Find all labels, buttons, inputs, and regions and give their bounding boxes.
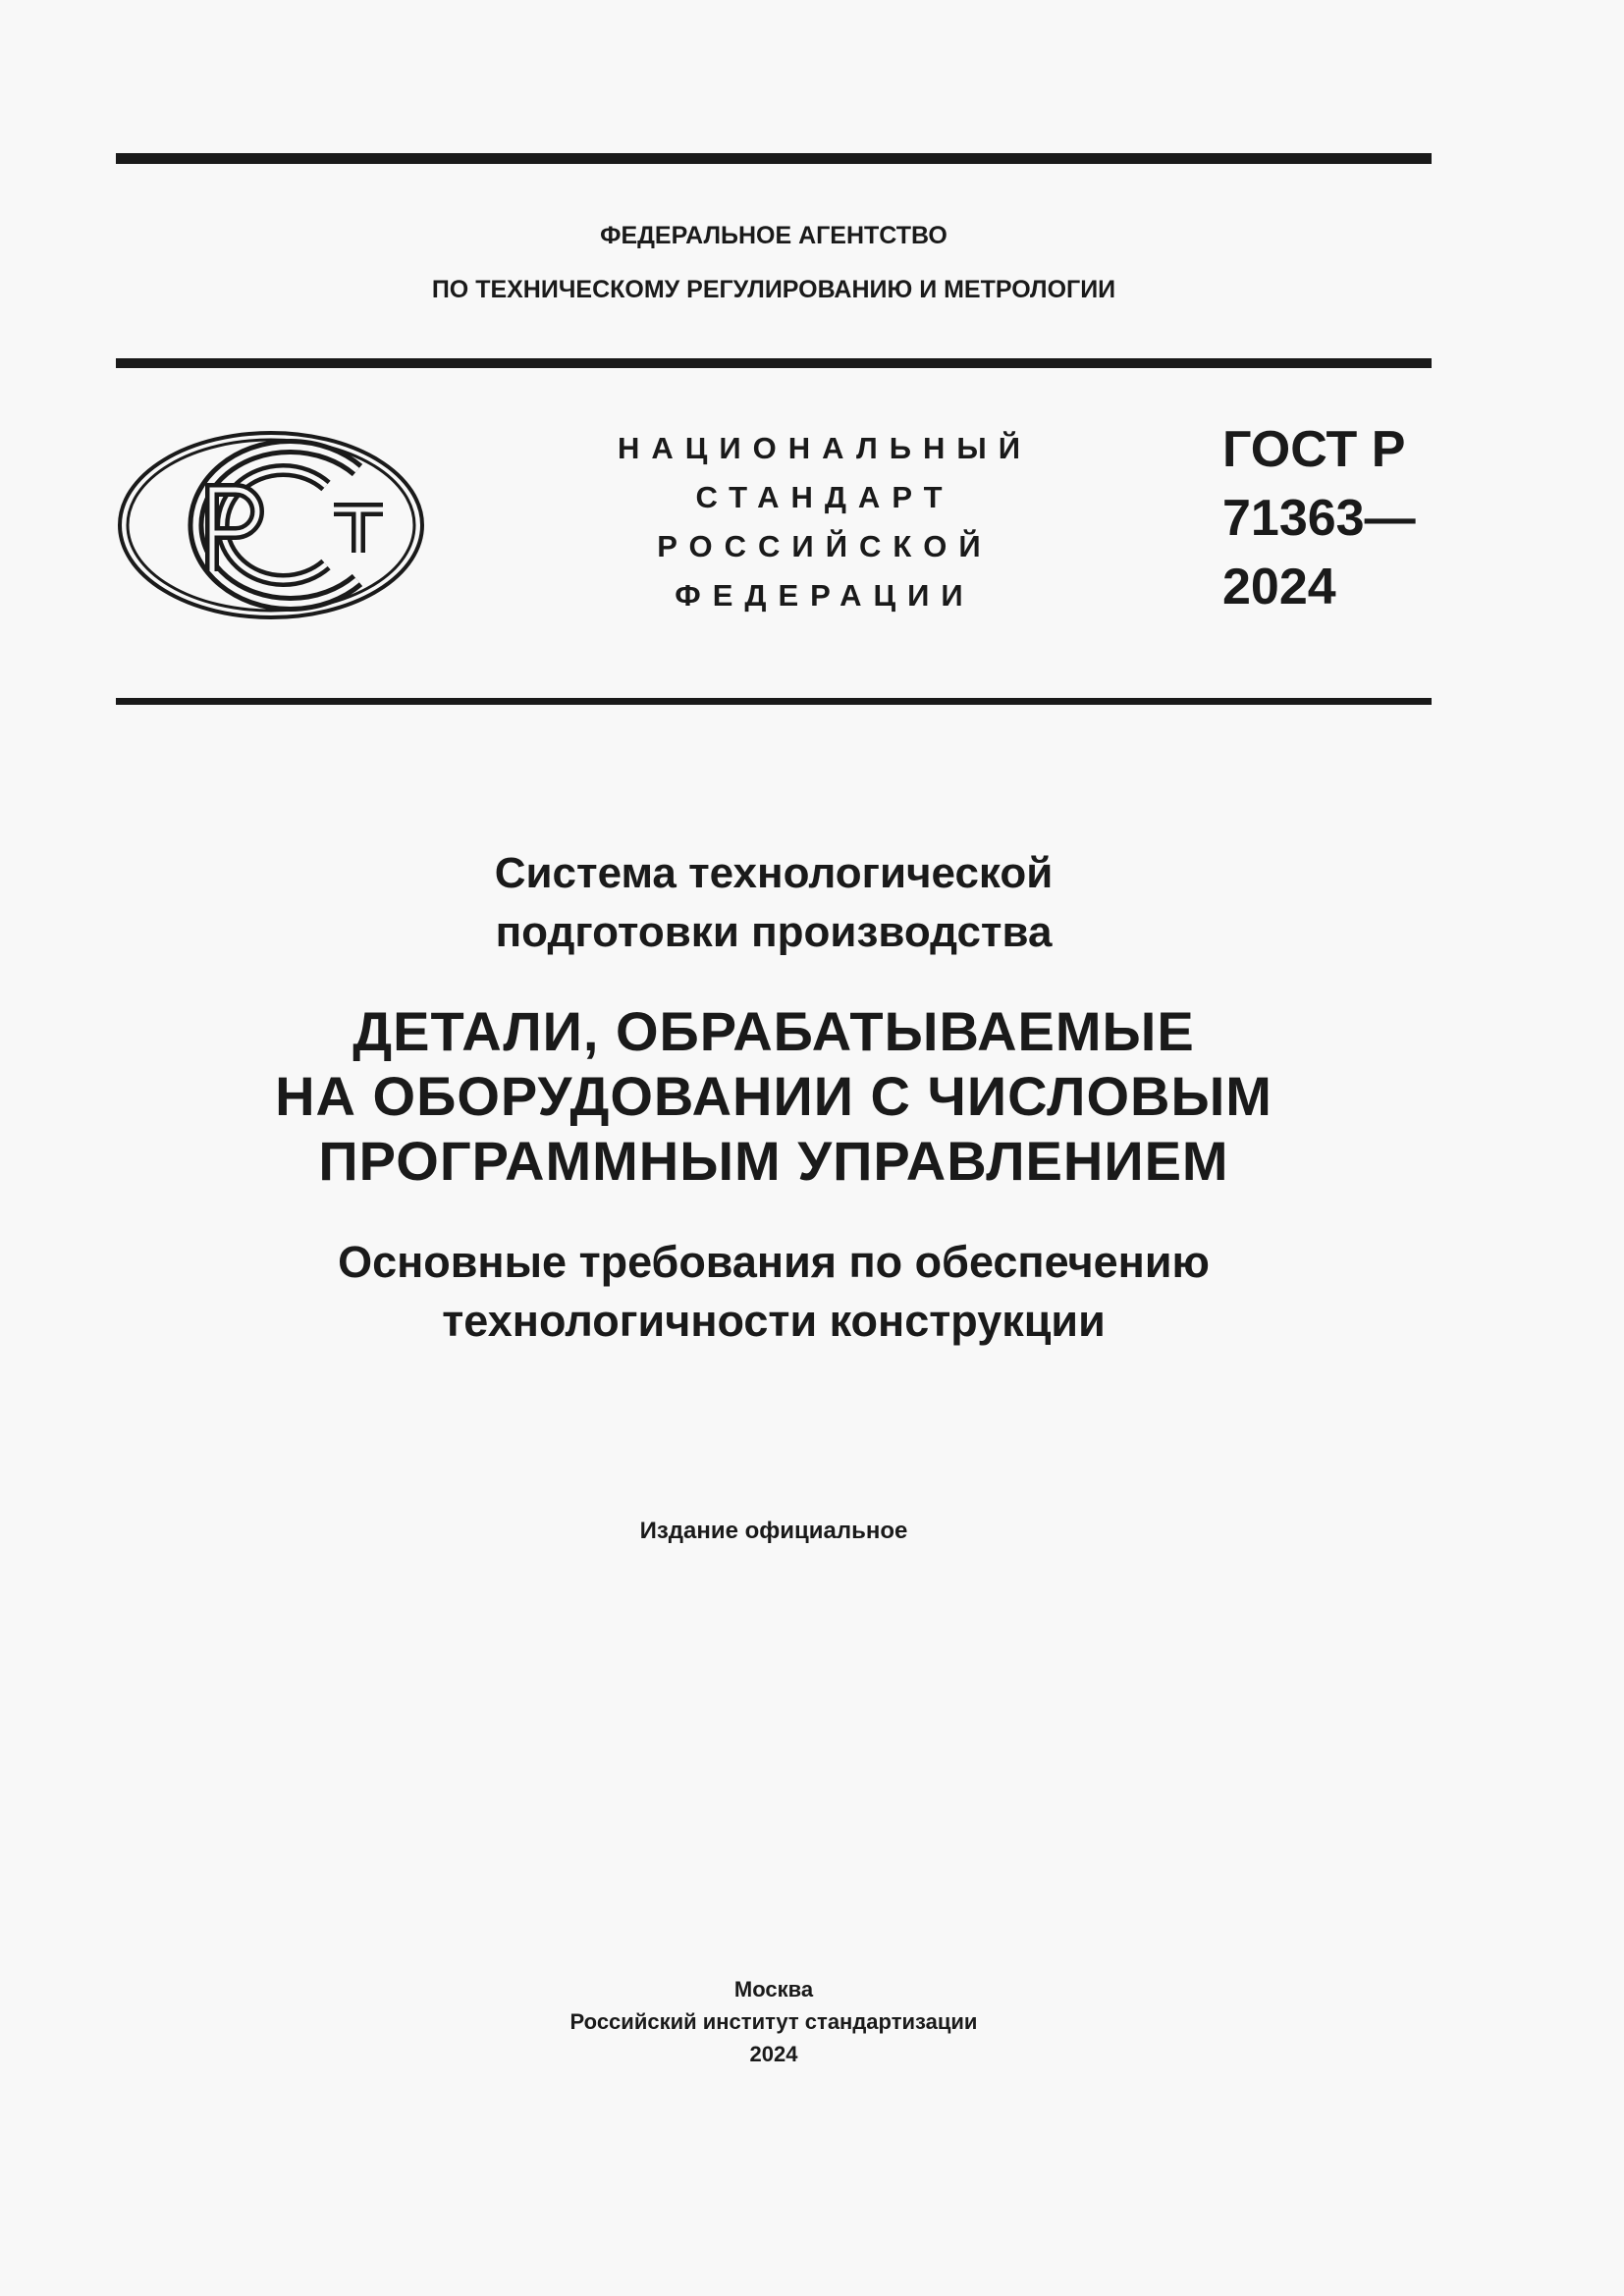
designation-line-1: ГОСТ Р	[1222, 421, 1406, 478]
standard-type-line: СТАНДАРТ	[695, 480, 954, 514]
main-title-line: ПРОГРАММНЫМ УПРАВЛЕНИЕМ	[318, 1130, 1229, 1192]
header-rule	[116, 358, 1432, 368]
agency-name-line-2: ПО ТЕХНИЧЕСКОМУ РЕГУЛИРОВАНИЮ И МЕТРОЛОГИИ	[431, 276, 1116, 303]
imprint	[116, 1973, 1432, 2070]
main-title-line: ДЕТАЛИ, ОБРАБАТЫВАЕМЫЕ	[352, 1000, 1195, 1062]
top-rule	[116, 153, 1432, 164]
series-title-line: подготовки производства	[495, 908, 1053, 956]
series-title-line: Система технологической	[494, 849, 1054, 897]
subtitle-line: технологичности конструкции	[442, 1296, 1106, 1346]
standard-type-line: НАЦИОНАЛЬНЫЙ	[617, 431, 1033, 465]
agency-name-line-1: ФЕДЕРАЛЬНОЕ АГЕНТСТВО	[600, 222, 947, 249]
series-title	[116, 844, 1432, 962]
edition-label: Издание официальное	[639, 1518, 908, 1544]
standard-designation	[1222, 415, 1416, 621]
rst-certification-mark-icon	[116, 429, 426, 621]
imprint-year: 2024	[749, 2042, 798, 2066]
standard-type-line: ФЕДЕРАЦИИ	[675, 578, 975, 613]
subtitle-line: Основные требования по обеспечению	[338, 1237, 1210, 1287]
title-rule	[116, 698, 1432, 705]
main-title-line: НА ОБОРУДОВАНИИ С ЧИСЛОВЫМ	[275, 1065, 1272, 1127]
designation-year: 2024	[1222, 559, 1336, 615]
imprint-city: Москва	[733, 1977, 814, 2002]
subtitle	[116, 1233, 1432, 1351]
rst-logo	[116, 429, 426, 621]
imprint-publisher: Российский институт стандартизации	[569, 2009, 978, 2034]
national-standard-label	[569, 424, 1080, 620]
main-title	[116, 999, 1432, 1194]
designation-number: 71363—	[1222, 490, 1416, 547]
standard-type-line: РОССИЙСКОЙ	[657, 529, 993, 563]
